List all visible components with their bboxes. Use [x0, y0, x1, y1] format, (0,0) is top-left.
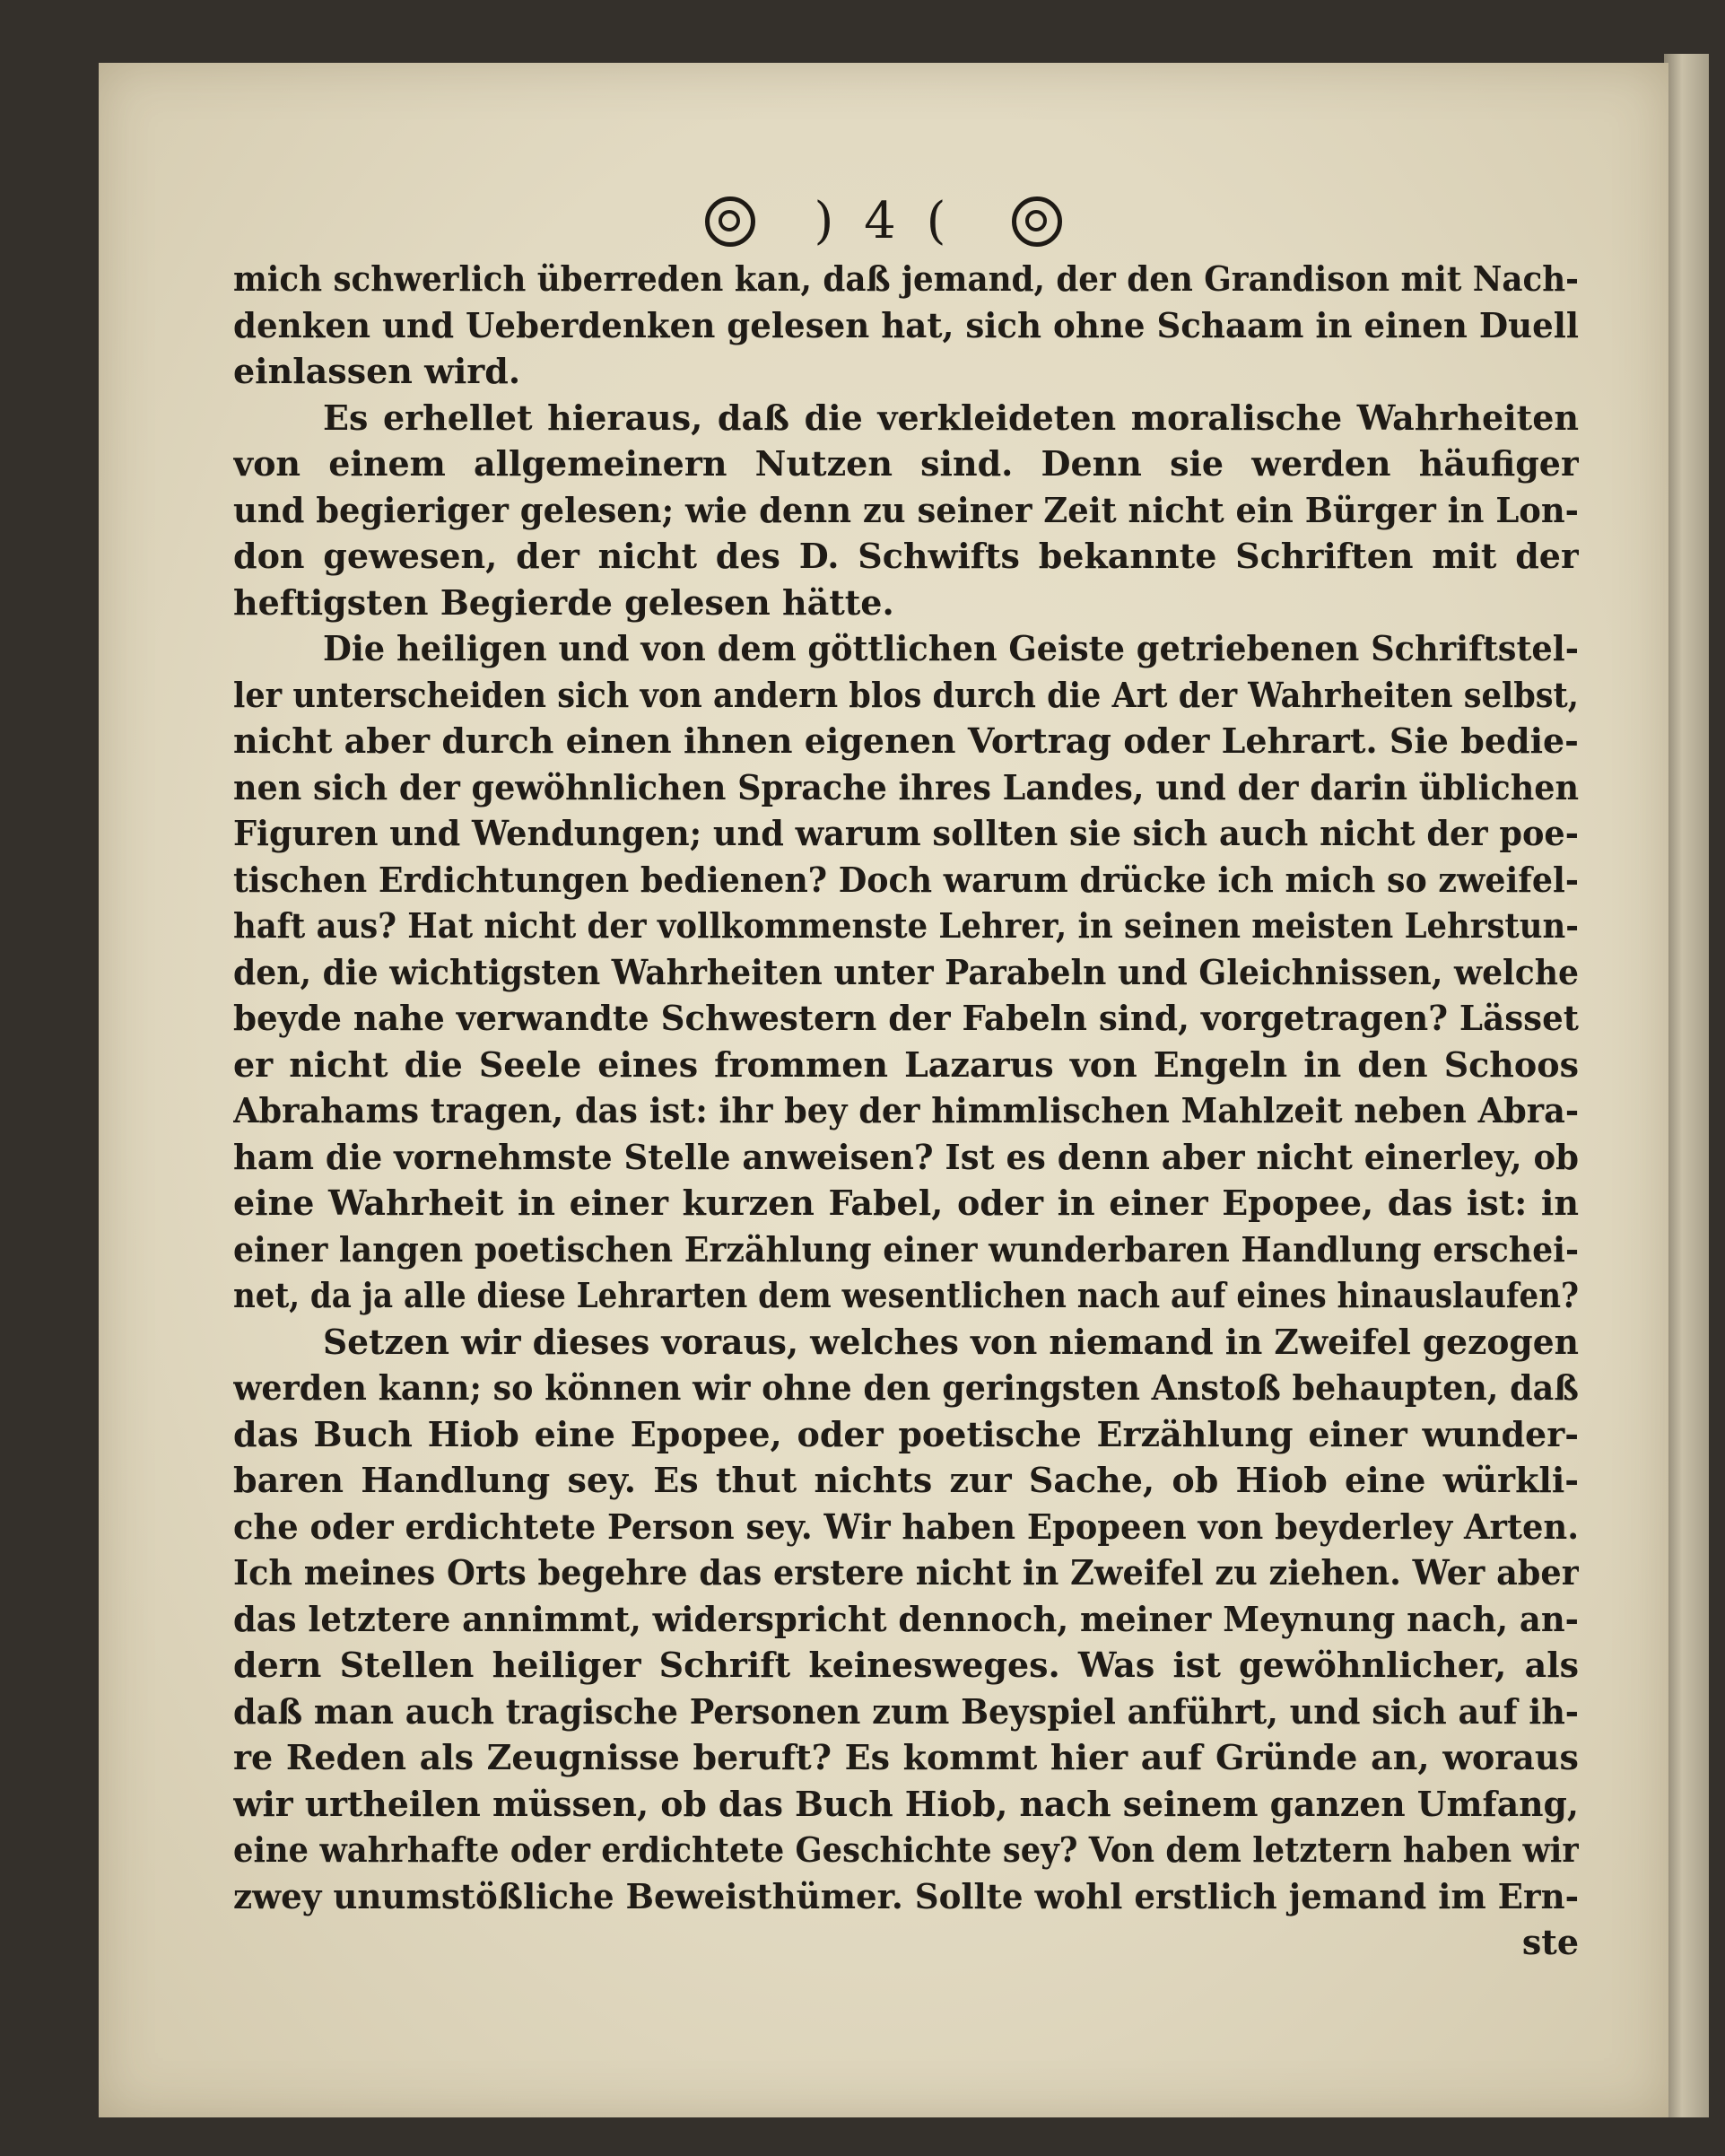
- text-line: mich schwerlich überreden kan, daß jemand, der den Grandison mit Nach-: [233, 258, 1579, 299]
- text-line: re Reden als Zeugnisse beruft? Es kommt hier auf Gründe an, woraus: [233, 1737, 1579, 1777]
- catchword: ste: [1521, 1922, 1579, 1962]
- text-line: che oder erdichtete Person sey. Wir haben Epopeen von beyderley Arten.: [233, 1506, 1579, 1547]
- text-line: einer langen poetischen Erzählung einer wunderbaren Handlung erschei-: [233, 1228, 1579, 1270]
- text-line: er nicht die Seele eines frommen Lazarus von Engeln in den Schoos: [233, 1043, 1579, 1085]
- text-line: Figuren und Wendungen; und warum sollten sie sich auch nicht der poe-: [233, 813, 1579, 853]
- text-line: nicht aber durch einen ihnen eigenen Vortrag oder Lehrart. Sie bedie-: [233, 720, 1579, 761]
- text-line: heftigsten Begierde gelesen hätte.: [233, 581, 894, 623]
- text-line: ler unterscheiden sich von andern blos durch die Art der Wahrheiten selbst,: [233, 674, 1579, 715]
- text-line: Ich meines Orts begehre das erstere nicht in Zweifel zu ziehen. Wer aber: [233, 1552, 1579, 1593]
- text-line: werden kann; so können wir ohne den geringsten Anstoß behaupten, daß: [233, 1367, 1579, 1408]
- ornament-right-icon: [1012, 196, 1062, 247]
- text-line: das Buch Hiob eine Epopee, oder poetische Erzählung einer wunder-: [233, 1413, 1579, 1454]
- text-line: haft aus? Hat nicht der vollkommenste Lehrer, in seinen meisten Lehrstun-: [233, 905, 1579, 946]
- text-line: daß man auch tragische Personen zum Beyspiel anführt, und sich auf ih-: [233, 1690, 1579, 1732]
- text-line: denken und Ueberdenken gelesen hat, sich ohne Schaam in einen Duell: [233, 304, 1579, 345]
- text-line: net, da ja alle diese Lehrarten dem wesentlichen nach auf eines hinauslaufen?: [233, 1275, 1579, 1315]
- text-line: das letztere annimmt, widerspricht dennoch, meiner Meynung nach, an-: [233, 1598, 1579, 1639]
- text-line: eine Wahrheit in einer kurzen Fabel, oder in einer Epopee, das ist: in: [233, 1183, 1579, 1223]
- text-line: ham die vornehmste Stelle anweisen? Ist es denn aber nicht einerley, ob: [233, 1136, 1579, 1177]
- page-number: ) 4 (: [814, 192, 954, 250]
- text-line: eine wahrhafte oder erdichtete Geschichte sey? Von dem letztern haben wir: [233, 1829, 1579, 1870]
- text-line: tischen Erdichtungen bedienen? Doch warum drücke ich mich so zweifel-: [233, 859, 1579, 900]
- page-header: [99, 188, 1668, 250]
- text-line: einlassen wird.: [233, 351, 521, 391]
- text-line: don gewesen, der nicht des D. Schwifts bekannte Schriften mit der: [233, 536, 1579, 576]
- text-line: beyde nahe verwandte Schwestern der Fabeln sind, vorgetragen? Lässet: [233, 998, 1579, 1038]
- text-line: Die heiligen und von dem göttlichen Geiste getriebenen Schriftstel-: [323, 628, 1579, 668]
- text-line: zwey unumstößliche Beweisthümer. Sollte wohl erstlich jemand im Ern-: [233, 1875, 1579, 1916]
- text-line: den, die wichtigsten Wahrheiten unter Parabeln und Gleichnissen, welche: [233, 951, 1579, 992]
- text-line: dern Stellen heiliger Schrift keinesweges. Was ist gewöhnlicher, als: [233, 1645, 1579, 1685]
- text-line: von einem allgemeinern Nutzen sind. Denn sie werden häufiger: [233, 443, 1579, 484]
- text-line: und begieriger gelesen; wie denn zu seiner Zeit nicht ein Bürger in Lon-: [233, 489, 1579, 530]
- page-body-text: [233, 256, 1579, 1966]
- text-line: baren Handlung sey. Es thut nichts zur Sache, ob Hiob eine würkli-: [233, 1460, 1579, 1500]
- text-line: Abrahams tragen, das ist: ihr bey der himmlischen Mahlzeit neben Abra-: [233, 1090, 1579, 1130]
- text-line: Setzen wir dieses voraus, welches von niemand in Zweifel gezogen: [323, 1321, 1579, 1362]
- ornament-left-icon: [705, 196, 755, 247]
- text-line: Es erhellet hieraus, daß die verkleideten moralische Wahrheiten: [323, 397, 1579, 438]
- text-line: nen sich der gewöhnlichen Sprache ihres Landes, und der darin üblichen: [233, 766, 1579, 807]
- text-line: wir urtheilen müssen, ob das Buch Hiob, nach seinem ganzen Umfang,: [233, 1783, 1579, 1824]
- next-page-edge: [1664, 54, 1709, 2117]
